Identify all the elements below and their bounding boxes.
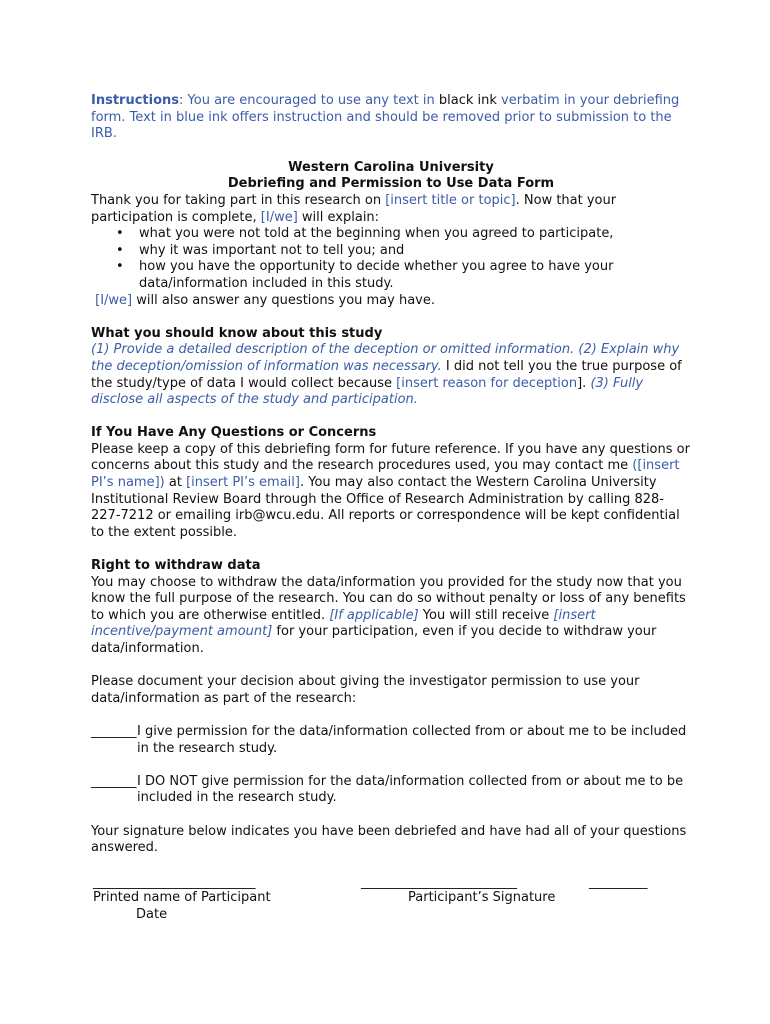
university-title: Western Carolina University <box>288 159 494 175</box>
insert-iwe: [I/we] <box>260 209 298 225</box>
intro-text-4: will also answer any questions you may have. <box>132 292 435 308</box>
insert-pi-name: ([insert PI’s name]) <box>91 458 680 491</box>
know-heading: What you should know about this study <box>91 325 383 341</box>
signature-line[interactable]: ________________________ <box>361 875 517 890</box>
instructions-colon: : <box>179 93 188 108</box>
signature-label: Participant’s Signature <box>408 890 556 905</box>
withdraw-heading: Right to withdraw data <box>91 558 261 574</box>
deny-permission-blank[interactable]: _______ <box>91 773 137 789</box>
signature-statement: Your signature below indicates you have been debriefed and have had all of your questions answered. <box>91 823 687 856</box>
instructions-text-1: You are encouraged to use any text in <box>187 93 439 108</box>
instructions-black-ink: black ink <box>438 93 497 108</box>
give-permission-text: I give permission for the data/information collected from or about me to be included in the research study. <box>137 723 687 756</box>
instructions-paragraph <box>91 93 691 143</box>
withdraw-paragraph <box>91 575 691 658</box>
form-title: Debriefing and Permission to Use Data Form <box>227 176 555 192</box>
intro-paragraph <box>91 193 691 226</box>
decision-paragraph: Please document your decision about giving the investigator permission to use your data/information as part of the research: <box>91 674 640 706</box>
intro-text-1: Thank you for taking part in this research on <box>91 192 386 208</box>
insert-iwe-2: [I/we] <box>95 292 133 308</box>
date-label: Date <box>136 907 168 922</box>
explain-list <box>91 226 691 292</box>
know-text-2: ]. <box>577 375 591 391</box>
deny-permission-option[interactable] <box>91 774 691 807</box>
insert-topic: [insert title or topic] <box>385 192 516 208</box>
list-item: • how you have the opportunity to decide whether you agree to have your data/information included in this study. <box>91 259 691 292</box>
document-body <box>91 93 691 857</box>
give-permission-option[interactable] <box>91 724 691 757</box>
printed-name-line[interactable]: _________________________ <box>93 875 256 890</box>
intro-text-2: . Now that your participation is complete, <box>91 192 617 225</box>
date-line[interactable]: _________ <box>589 875 648 890</box>
questions-heading: If You Have Any Questions or Concerns <box>91 425 377 441</box>
instructions-text-2: verbatim in your debriefing form. Text in blue ink offers instruction and should be removed prior to submission to the IRB. <box>91 93 680 142</box>
instructions-label: Instructions <box>91 93 180 108</box>
intro-text-3: will explain: <box>297 209 380 225</box>
know-instruction-2: (3) Fully disclose all aspects of the study and participation. <box>91 375 644 408</box>
list-item: • what you were not told at the beginning when you agreed to participate, <box>91 226 691 243</box>
withdraw-text-3: for your participation, even if you decide to withdraw your data/information. <box>91 624 657 656</box>
insert-pi-email: [insert PI’s email] <box>186 475 300 491</box>
questions-paragraph <box>91 442 691 542</box>
withdraw-text-2: You will still receive <box>418 607 554 623</box>
insert-reason: [insert reason for deception <box>396 375 578 391</box>
questions-text-1: Please keep a copy of this debriefing form for future reference. If you have any questions or concerns about this study and the research procedures used, you may contact me <box>91 441 690 474</box>
know-text-1: I did not tell you the true purpose of the study/type of data I would collect because <box>91 358 682 391</box>
deny-permission-text: I DO NOT give permission for the data/information collected from or about me to be included in the research study. <box>137 773 684 806</box>
list-item: • why it was important not to tell you; and <box>91 243 691 260</box>
insert-incentive: [insert incentive/payment amount] <box>91 607 596 640</box>
printed-name-label: Printed name of Participant <box>93 890 271 905</box>
know-paragraph <box>91 342 691 408</box>
questions-text-3: . You may also contact the Western Carolina University Institutional Review Board through the Office of Research Administration by calling 828-227-7212 or emailing irb@wcu.edu. All reports or correspondence will be kept confidential to the extent possible. <box>91 475 680 540</box>
questions-text-2: at <box>164 475 187 491</box>
if-applicable: [If applicable] <box>329 607 419 623</box>
signature-block <box>0 875 770 935</box>
give-permission-blank[interactable]: _______ <box>91 723 137 739</box>
know-instruction-1: (1) Provide a detailed description of the deception or omitted information. (2) Explain why the deception/omission of information was necessary. <box>91 342 680 374</box>
intro-closing <box>91 293 691 310</box>
withdraw-text-1: You may choose to withdraw the data/information you provided for the study now that you know the full purpose of the research. You can do so without penalty or loss of any benefits to which you are otherwise entitled. <box>91 574 686 623</box>
